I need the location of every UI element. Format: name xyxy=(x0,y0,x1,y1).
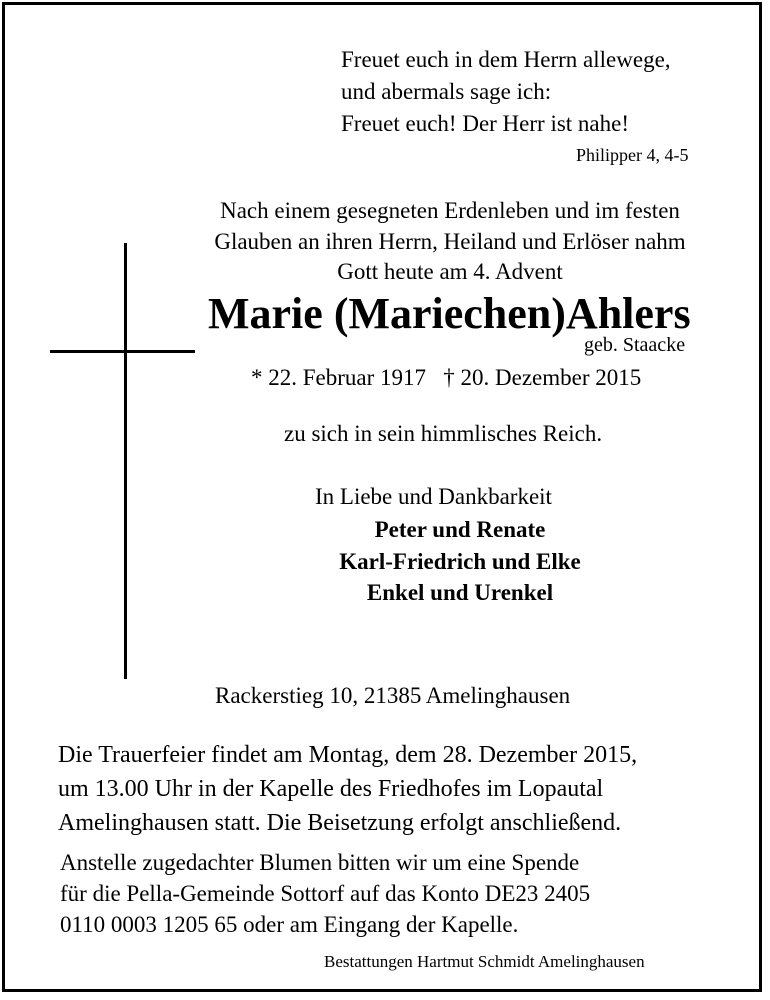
intro-line-1: Nach einem gesegneten Erdenleben und im festen xyxy=(220,198,680,223)
undertaker: Bestattungen Hartmut Schmidt Amelinghausen xyxy=(324,952,645,971)
cross-icon-vertical xyxy=(124,243,127,679)
verse-line-2: und abermals sage ich: xyxy=(341,79,552,104)
intro-line-2: Glauben an ihren Herrn, Heiland und Erlöser nahm xyxy=(214,229,686,254)
deceased-name: Marie (Mariechen)Ahlers xyxy=(208,289,691,338)
donation-line-1: Anstelle zugedachter Blumen bitten wir um eine Spende xyxy=(60,850,580,875)
intro-line-3: Gott heute am 4. Advent xyxy=(337,259,563,284)
mourner-name: Peter und Renate xyxy=(374,517,546,542)
mourner-name: Karl-Friedrich und Elke xyxy=(339,549,581,574)
closing-line: zu sich in sein himmlisches Reich. xyxy=(284,421,603,446)
verse-line-1: Freuet euch in dem Herrn allewege, xyxy=(341,47,671,72)
cross-icon-horizontal xyxy=(50,350,195,353)
verse-line-3: Freuet euch! Der Herr ist nahe! xyxy=(341,111,630,136)
funeral-line-1: Die Trauerfeier findet am Montag, dem 28. Dezember 2015, xyxy=(58,742,638,768)
donation-line-3: 0110 0003 1205 65 oder am Eingang der Kapelle. xyxy=(60,912,519,937)
funeral-line-2: um 13.00 Uhr in der Kapelle des Friedhofes im Lopautal xyxy=(58,776,604,802)
mourner-name: Enkel und Urenkel xyxy=(366,580,554,605)
birth-name: geb. Staacke xyxy=(584,334,686,356)
address: Rackerstieg 10, 21385 Amelinghausen xyxy=(215,683,571,708)
life-dates: * 22. Februar 1917 † 20. Dezember 2015 xyxy=(251,365,642,390)
funeral-line-3: Amelinghausen statt. Die Beisetzung erfolgt anschließend. xyxy=(58,810,622,836)
verse-reference: Philipper 4, 4-5 xyxy=(576,145,689,165)
mourners-heading: In Liebe und Dankbarkeit xyxy=(315,484,552,509)
donation-line-2: für die Pella-Gemeinde Sottorf auf das Konto DE23 2405 xyxy=(60,881,591,906)
